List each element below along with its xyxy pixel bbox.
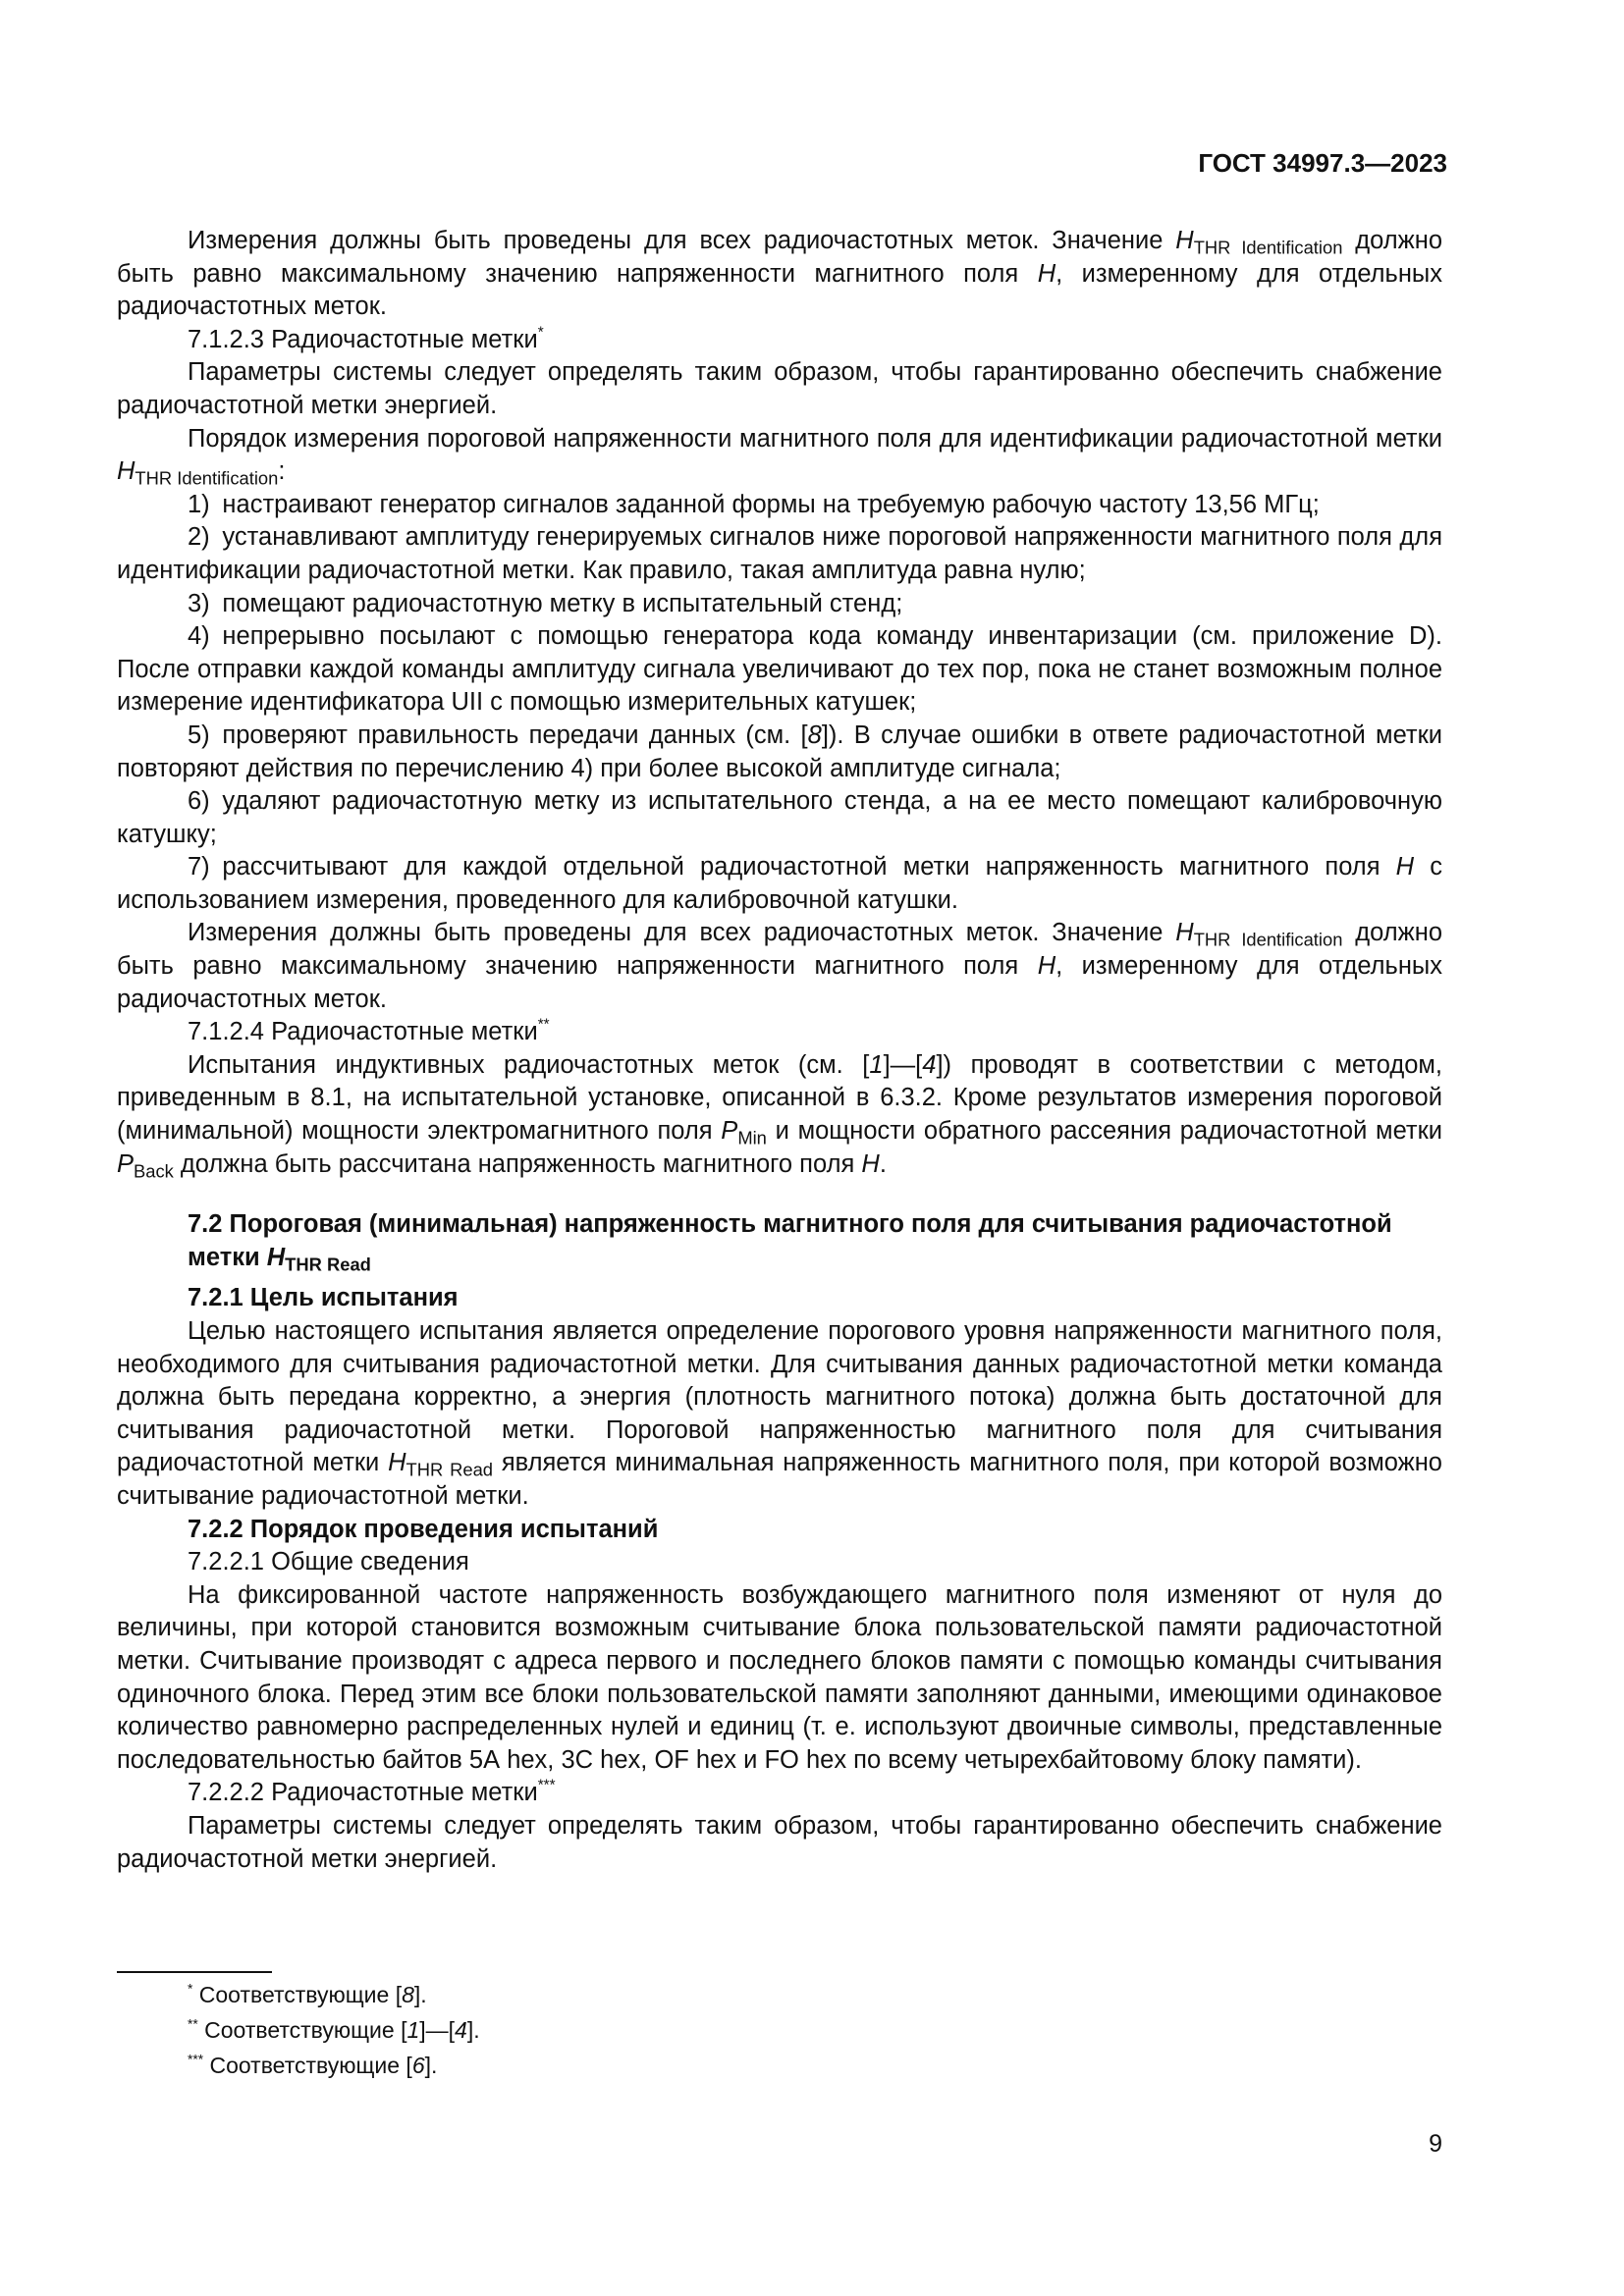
text: ]. — [413, 1982, 427, 2007]
text: , измеренному для отдельных радиочастотных меток. — [117, 259, 1442, 321]
paragraph — [117, 1049, 1442, 1181]
list-item: 6) удаляют радиочастотную метку из испытательного стенда, а на ее место помещают калибровочную катушку; — [117, 787, 1442, 848]
subsection-heading — [117, 324, 1442, 357]
main-content — [117, 225, 1442, 1876]
reference: 8 — [402, 1982, 414, 2007]
paragraph — [117, 917, 1442, 1016]
text: 7) рассчитывают для каждой отдельной радиочастотной метки напряженность магнитного поля — [188, 853, 1396, 881]
text: ]—[ — [883, 1050, 923, 1079]
standard-header: ГОСТ 34997.3—2023 — [1198, 148, 1447, 178]
text: 7.2 Пороговая (минимальная) напряженность магнитного поля для считывания радиочастотной метки — [188, 1210, 1392, 1271]
subscript: THR Identification — [135, 467, 279, 489]
text: с использованием измерения, проведенного для калибровочной катушки. — [117, 853, 1442, 914]
text: и мощности обратного рассеяния радиочастотной метки — [766, 1117, 1442, 1146]
subscript: THR Read — [406, 1459, 494, 1480]
paragraph: На фиксированной частоте напряженность возбуждающего магнитного поля изменяют от нуля до величины, при которой становится возможным считывание блока пользовательской памяти радиочастотной метки. Считывание производят с адреса первого и последнего блоков памяти с помощью команды считывания одиночного блока. Перед этим все блоки пользовательской памяти заполняют данными, имеющими одинаковое количество равномерно распределенных нулей и единиц (т. е. используют двоичные символы, представленные последовательностью байтов 5А hex, 3С hex, OF hex и FO hex по всему четырехбайтовому блоку памяти). — [117, 1580, 1442, 1774]
text: Измерения должны быть проведены для всех радиочастотных меток. Значение — [188, 227, 1176, 254]
subscript: THR Identification — [1193, 237, 1343, 258]
text: Соответствующие [ — [192, 1982, 403, 2007]
footnote — [188, 1977, 480, 2012]
text: , измеренному для отдельных радиочастотных меток. — [117, 952, 1442, 1013]
text: ]—[ — [419, 2017, 456, 2043]
section-heading — [117, 1208, 1442, 1274]
footnote-mark: ** — [188, 2016, 198, 2032]
list-item — [117, 851, 1442, 917]
reference: 1 — [869, 1050, 884, 1079]
text: 7.2.2.2 Радиочастотные метки — [188, 1779, 538, 1807]
list-item — [117, 720, 1442, 785]
symbol: H — [1037, 952, 1056, 981]
symbol: H — [266, 1243, 286, 1271]
symbol: H — [117, 457, 135, 486]
reference: 4 — [922, 1050, 937, 1079]
text: 7.1.2.4 Радиочастотные метки — [188, 1018, 538, 1046]
text: 5) проверяют правильность передачи данных (см. [ — [188, 721, 808, 749]
footnote — [188, 2012, 480, 2048]
paragraph — [117, 225, 1442, 324]
text: ]). В случае ошибки в ответе радиочастотной метки повторяют действия по перечислению 4) при более высокой амплитуде сигнала; — [117, 721, 1443, 782]
reference: 6 — [411, 2053, 425, 2078]
footnote-mark: *** — [188, 2052, 204, 2067]
footnote-mark: * — [188, 1981, 193, 1997]
text: ]) проводят в соответствии с методом, приведенным в 8.1, на испытательной установке, описанной в 6.3.2. Кроме результатов измерения пороговой (минимальной) мощности электромагнитного поля — [117, 1050, 1442, 1146]
text: . — [879, 1149, 887, 1178]
footnotes — [188, 1977, 480, 2083]
text: 7.1.2.3 Радиочастотные метки — [188, 325, 538, 353]
subsection-heading: 7.2.2 Порядок проведения испытаний — [188, 1515, 659, 1543]
footnote-mark: * — [537, 324, 544, 342]
footnote-mark: ** — [537, 1016, 550, 1034]
reference: 1 — [406, 2017, 420, 2043]
text: Соответствующие [ — [197, 2017, 407, 2043]
footnote — [188, 2048, 480, 2083]
list-item: 3) помещают радиочастотную метку в испытательный стенд; — [188, 589, 903, 617]
text: является минимальная напряженность магнитного поля, при которой возможно считывание радиочастотной метки. — [117, 1449, 1442, 1510]
paragraph — [117, 1315, 1442, 1514]
symbol: P — [721, 1117, 738, 1146]
list-item: 2) устанавливают амплитуду генерируемых сигналов ниже пороговой напряженности магнитного поля для идентификации радиочастотной метки. Как правило, такая амплитуда равна нулю; — [117, 523, 1442, 584]
subscript: Back — [134, 1160, 174, 1182]
subscript: THR Identification — [1193, 929, 1343, 950]
reference: 4 — [455, 2017, 467, 2043]
subsection-heading — [117, 1016, 1442, 1049]
list-item: 4) непрерывно посылают с помощью генератора кода команду инвентаризации (см. приложение D). После отправки каждой команды амплитуду сигнала увеличивают до тех пор, пока не станет возможным полное измерение идентификатора UII с помощью измерительных катушек; — [117, 622, 1442, 717]
text: должно быть равно максимальному значению напряженности магнитного поля — [117, 227, 1442, 288]
symbol: H — [861, 1149, 880, 1178]
text: Соответствующие [ — [203, 2053, 412, 2078]
footnote-divider — [117, 1971, 272, 1973]
symbol: P — [117, 1149, 135, 1178]
symbol: H — [1037, 259, 1056, 288]
footnote-mark: *** — [537, 1777, 556, 1794]
symbol: H — [388, 1449, 406, 1477]
symbol: H — [1395, 853, 1415, 881]
text: ]. — [466, 2017, 480, 2043]
subsection-heading — [117, 1777, 1442, 1810]
subscript: Min — [737, 1127, 767, 1148]
subscript: THR Read — [285, 1254, 371, 1275]
subsection-heading: 7.2.2.1 Общие сведения — [188, 1548, 469, 1576]
symbol: H — [1175, 227, 1194, 254]
text: Целью настоящего испытания является определение порогового уровня напряженности магнитного поля, необходимого для считывания радиочастотной метки. Для считывания данных радиочастотной метки команда должна быть передана корректно, а энергия (плотность магнитного потока) должна быть достаточной для считывания радиочастотной метки. Пороговой напряженностью магнитного поля для считывания радиочастотной метки — [117, 1317, 1442, 1477]
paragraph: Параметры системы следует определять таким образом, чтобы гарантированно обеспечить снабжение радиочастотной метки энергией. — [117, 1811, 1442, 1873]
text: ]. — [424, 2053, 438, 2078]
paragraph: Параметры системы следует определять таким образом, чтобы гарантированно обеспечить снабжение радиочастотной метки энергией. — [117, 358, 1442, 419]
reference: 8 — [807, 721, 822, 749]
paragraph — [117, 423, 1442, 489]
list-item: 1) настраивают генератор сигналов заданной формы на требуемую рабочую частоту 13,56 МГц; — [188, 490, 1320, 518]
text: Измерения должны быть проведены для всех радиочастотных меток. Значение — [188, 919, 1176, 947]
text: Испытания индуктивных радиочастотных меток (см. [ — [188, 1050, 870, 1079]
subsection-heading: 7.2.1 Цель испытания — [188, 1284, 459, 1312]
text: Порядок измерения пороговой напряженности магнитного поля для идентификации радиочастотной метки — [188, 424, 1442, 453]
text: должна быть рассчитана напряженность магнитного поля — [173, 1149, 862, 1178]
text: должно быть равно максимальному значению напряженности магнитного поля — [117, 919, 1442, 981]
symbol: H — [1175, 919, 1194, 947]
page-number: 9 — [1429, 2130, 1442, 2158]
text: : — [278, 457, 286, 486]
